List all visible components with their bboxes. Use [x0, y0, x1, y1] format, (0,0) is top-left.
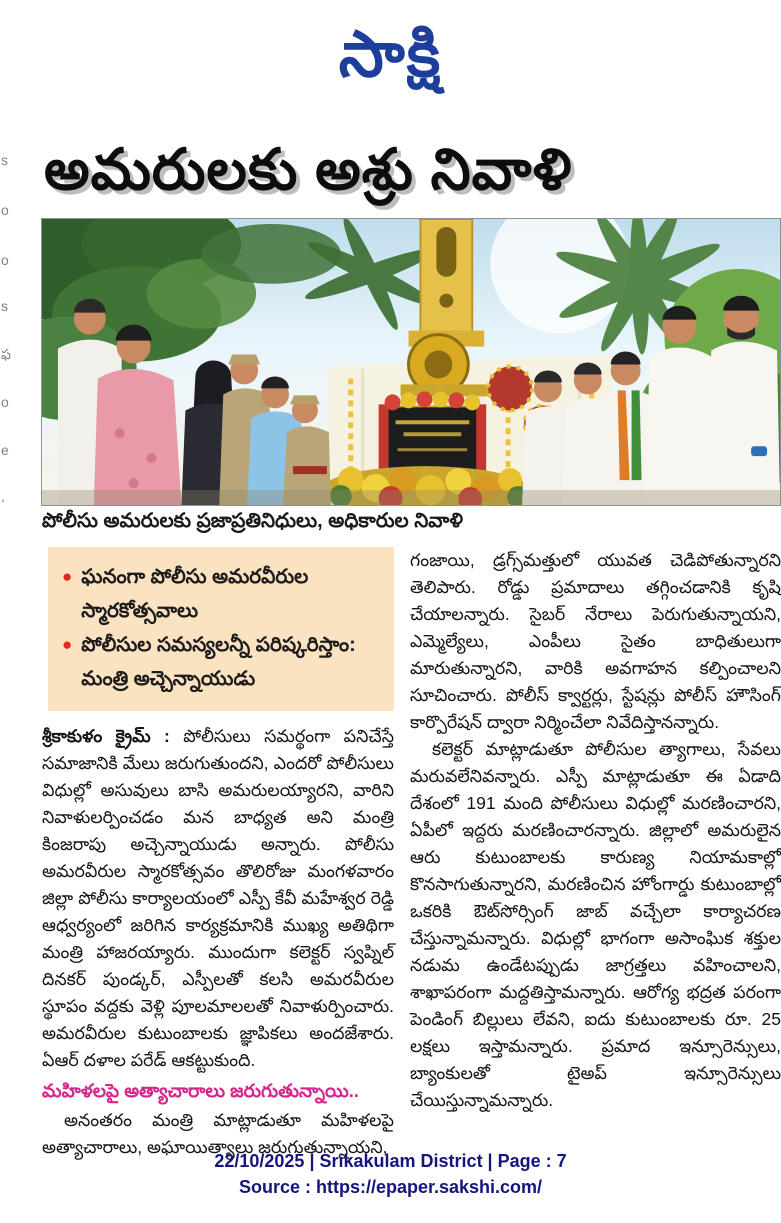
highlight-text: పోలీసుల సమస్యలన్నీ పరిష్కరిస్తాం: మంత్రి అచ్చెన్నాయుడు	[81, 634, 356, 690]
article-body	[42, 547, 781, 1161]
section-subhead: మహిళలపై అత్యాచారాలు జరుగుతున్నాయి..	[42, 1080, 360, 1101]
right-paragraph-2: కలెక్టర్ మాట్లాడుతూ పోలీసుల త్యాగాలు, సేవలు మరువలేనివన్నారు. ఎస్పీ మాట్లాడుతూ ఈ ఏడాది దేశంలో 191 మంది పోలీసులు విధుల్లో మరణించారని, ఏపీలో ఇద్దరు మరణించారన్నారు. జిల్లాలో అమరులైన ఆరు కుటుంబాలకు కారుణ్య నియామకాల్లో కొనసాగుతున్నారని, మరణించిన హోంగార్డు కుటుంబాల్లో ఒకరికి ఔట్‌సోర్సింగ్ జాబ్ వచ్చేలా కార్యాచరణ చేస్తున్నామన్నారు. విధుల్లో భాగంగా అసాంఘిక శక్తుల నడుమ ఉండేటప్పుడు జాగ్రత్తలు వహించాలని, శాఖాపరంగా మద్దతిస్తామన్నారు. ఆరోగ్య భద్రత పరంగా పెండింగ్ బిల్లులు లేవని, ఐదు కుటుంబాలకు రూ. 25 లక్షలు ఇస్తామన్నారు. ప్రమాద ఇన్సూరెన్సులు, బ్యాంకులతో టైఅప్ ఇన్సూరెన్సులు చేయిస్తున్నామన్నారు.	[410, 739, 781, 1110]
edge-fragment: ఫ	[1, 346, 11, 362]
highlight-text: ఘనంగా పోలీసు అమరవీరుల స్మారకోత్సవాలు	[81, 566, 309, 622]
news-photo	[41, 218, 781, 506]
footer-source-line: Source : https://epaper.sakshi.com/	[238, 1177, 543, 1197]
bullet-dot-icon: ●	[62, 635, 73, 654]
edge-fragment: o	[1, 252, 9, 268]
main-headline: అమరులకు అశ్రు నివాళి	[44, 138, 573, 202]
highlight-item	[62, 560, 384, 628]
dateline: శ్రీకాకుళం క్రైమ్ :	[42, 726, 184, 746]
epaper-footer	[0, 1148, 781, 1200]
edge-fragment: ,	[1, 488, 5, 504]
highlight-item	[62, 628, 384, 696]
edge-fragment: o	[1, 202, 9, 218]
highlights-box	[48, 547, 394, 711]
bullet-dot-icon: ●	[62, 567, 73, 586]
right-column	[410, 547, 781, 1161]
left-column	[42, 547, 394, 1161]
edge-fragment: s	[1, 298, 8, 314]
masthead	[0, 8, 781, 100]
right-paragraph-1: గంజాయి, డ్రగ్స్‌మత్తులో యువత చెడిపోతున్నారని తెలిపారు. రోడ్డు ప్రమాదాలు తగ్గించడానికి కృషి చేయాలన్నారు. సైబర్ నేరాలు పెరుగుతున్నాయని, ఎమ్మెల్యేలు, ఎంపీలు సైతం బాధితులుగా మారుతున్నారని, వారికి అవగాహన కల్పించాలని సూచించారు. పోలీస్ క్వార్టర్లు, స్టేషన్లు పోలీస్ హౌసింగ్ కార్పొరేషన్ ద్వారా నిర్మించేలా నివేదిస్తానన్నారు.	[410, 550, 781, 732]
left-paragraph-1	[42, 723, 394, 1074]
left-paragraph-2: అనంతరం మంత్రి మాట్లాడుతూ మహిళలపై అత్యాచారాలు, అఘాయిత్యాలు జరుగుతున్నాయని,	[42, 1110, 394, 1157]
edge-fragment: s	[1, 152, 8, 168]
memorial-scene-illustration	[42, 219, 780, 505]
photo-caption: పోలీసు అమరులకు ప్రజాప్రతినిధులు, అధికారుల నివాళి	[42, 510, 463, 532]
edge-fragment: o	[1, 394, 9, 410]
left-paragraph-1-text: పోలీసులు సమర్థంగా పనిచేస్తే సమాజానికి మేలు జరుగుతుందని, ఎందరో పోలీసులు విధుల్లో అసువులు బాసి అమరులయ్యారని, వారిని నివాళులర్పించడం మన బాధ్యత అని మంత్రి కింజరాపు అచ్చెన్నాయుడు అన్నారు. పోలీసు అమరవీరుల స్మారకోత్సవం తొలిరోజు మంగళవారం జిల్లా పోలీసు కార్యాలయంలో ఎస్పీ కేవీ మహేశ్వర రెడ్డి ఆధ్వర్యంలో జరిగిన కార్యక్రమానికి ముఖ్య అతిథిగా మంత్రి హాజరయ్యారు. ముందుగా కలెక్టర్ స్వప్నిల్ దినకర్ పుండ్కర్, ఎస్పీలతో కలసి అమరవీరుల స్థూపం వద్దకు వెళ్లి పూలమాలలతో నివాళుర్పించారు. అమరవీరుల కుటుంబాలకు జ్ఞాపికలు అందజేశారు. ఏఆర్ దళాల పరేడ్ ఆకట్టుకుంది.	[42, 726, 394, 1070]
footer-meta-line: 22/10/2025 | Srikakulam District | Page : 7	[214, 1151, 567, 1171]
edge-fragment: e	[1, 442, 9, 458]
sakshi-logo: సాక్షి	[338, 18, 443, 90]
